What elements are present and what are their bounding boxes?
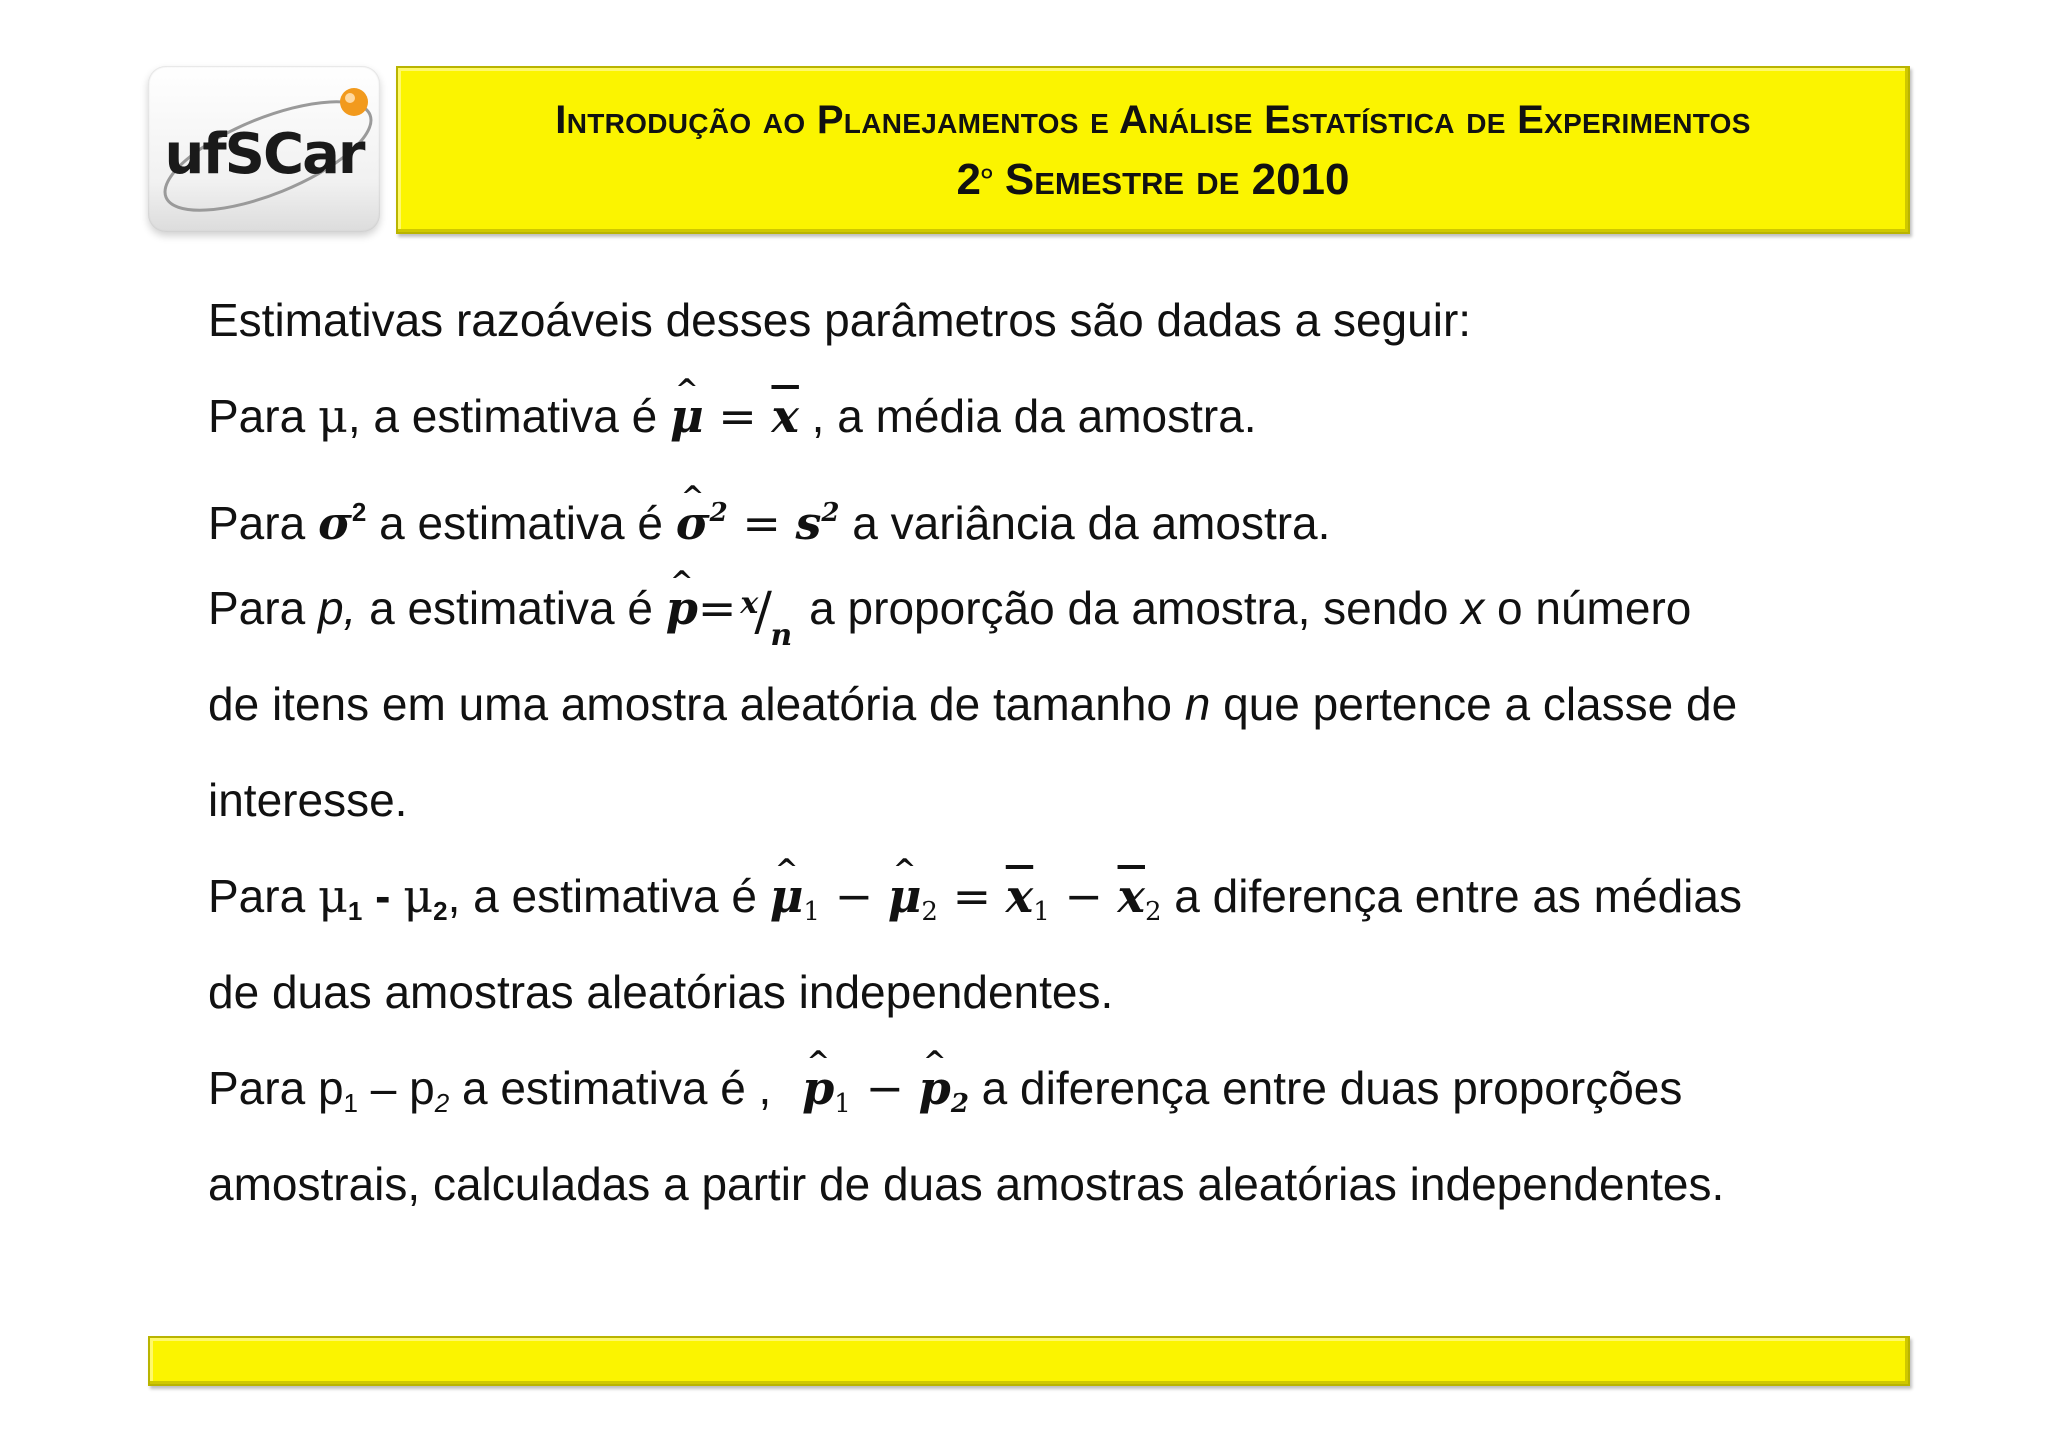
p-estimate-line-2: de itens em uma amostra aleatória de tamanho n que pertence a classe de <box>208 678 1738 730</box>
sigma-estimate-formula: ^ $\sigma^2 = s^2$ <box>676 496 840 550</box>
course-title: Introdução ao Planejamentos e Análise Estatística de Experimentos <box>555 98 1751 142</box>
mu-estimate-formula: ^ $\mu = \overline{x}$ <box>670 389 799 443</box>
p-symbol: p, <box>317 582 357 634</box>
p-estimate-formula: ^ p= x / n <box>666 581 797 635</box>
sigma-symbol: σ <box>317 496 352 550</box>
p-diff-line-2: amostrais, calculadas a partir de duas amostras aleatórias independentes. <box>208 1158 1725 1210</box>
mu-estimate-line: Para μ, a estimativa é ^ $\mu = \overline{x}$ , a média da amostra. <box>208 384 1257 448</box>
p-diff-formula: ^ $p_1$ − ^ $p_2$ <box>802 1061 969 1115</box>
footer-banner <box>148 1336 1910 1386</box>
mu-diff-line-2: de duas amostras aleatórias independentes. <box>208 966 1114 1018</box>
p-diff-estimate-line: Para $p_1 - p_2$ a estimativa é , ^ $p_1$ − ^ $p_2$ a diferença entre duas proporções <box>208 1056 1682 1120</box>
mu-diff-formula: ^ $\mu_1$ − ^ $\mu_2 = \overline{x}_1 - \overline{x}_2$ <box>770 869 1162 923</box>
mu-diff-estimate-line: Para $\mu_1 - \mu_2$, a estimativa é ^ $\mu_1$ − ^ $\mu_2 = \overline{x}_1 - \overline{x}_2$ a diferença entre as médias <box>208 864 1742 928</box>
p-estimate-line: Para p, a estimativa é ^ p= x / n a proporção da amostra, sendo x o número <box>208 576 1691 640</box>
p-estimate-line-3: interesse. <box>208 774 408 826</box>
intro-line: Estimativas razoáveis desses parâmetros são dadas a seguir: <box>208 294 1472 346</box>
header-banner <box>396 66 1910 234</box>
ufscar-logo <box>148 66 380 232</box>
sigma-estimate-line: Para $\sigma^2$ a estimativa é ^ $\sigma^2 = s^2$ a variância da amostra. <box>208 480 1330 544</box>
semester-title: 2$^o$ Semestre de 2010 <box>956 155 1350 204</box>
logo-text: ufSCar <box>164 122 364 187</box>
mu-symbol: μ <box>317 389 348 443</box>
